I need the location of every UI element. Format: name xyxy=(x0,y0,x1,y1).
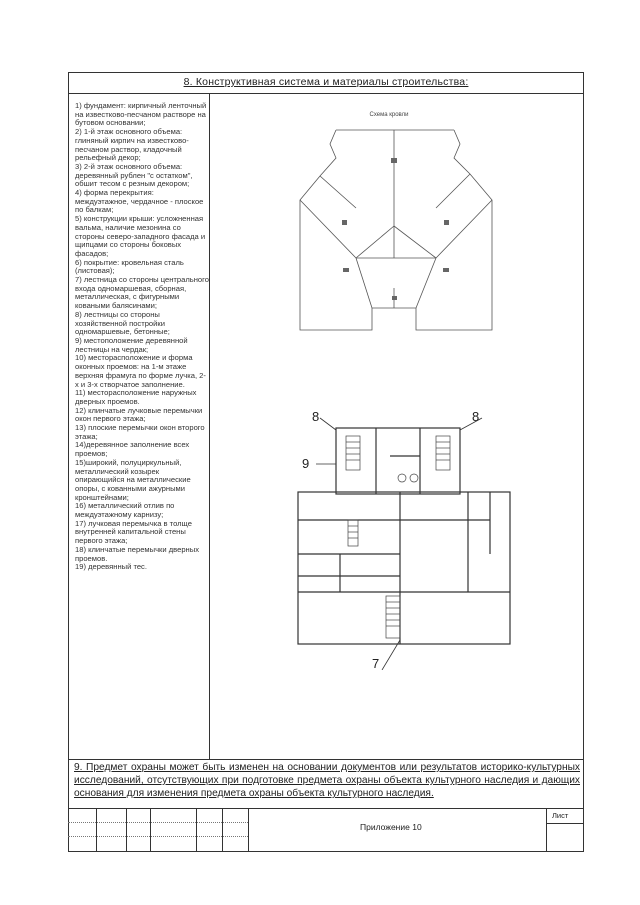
title-block-line xyxy=(248,808,249,852)
title-block-top xyxy=(68,808,584,809)
list-item: 12) клинчатые лучковые перемычки окон первого этажа; xyxy=(75,405,203,424)
roof-scheme-drawing xyxy=(296,108,496,338)
roof-slope-mark xyxy=(391,158,397,163)
list-item: 6) покрытие: кровельная сталь (листовая); xyxy=(75,257,184,276)
roof-slope-mark xyxy=(343,268,349,272)
annex-label: Приложение 10 xyxy=(360,822,422,832)
list-item: 19) деревянный тес. xyxy=(75,562,147,572)
list-item: 10) месторасположение и форма оконных проемов: на 1-м этаже верхняя фрамуга по форме лучка, 2-х и 3-х створчатое заполнение. xyxy=(75,353,206,389)
title-block-line xyxy=(150,808,151,852)
callout-8-right: 8 xyxy=(472,409,480,424)
list-item: 14)деревянное заполнение всех проемов; xyxy=(75,440,190,459)
floor-plan-drawing xyxy=(290,408,520,670)
title-block-row xyxy=(68,822,248,823)
callout-8-left: 8 xyxy=(312,409,320,424)
title-block-line xyxy=(96,808,97,852)
list-item: 13) плоские перемычки окон второго этажа; xyxy=(75,423,205,441)
section-9-text: 9. Предмет охраны может быть изменен на основании документов или результатов историко-культурных исследований, отсутствующих при подготовке предмета охраны объекта культурного наследия и дающих основания для изменения предмета охраны объекта культурного наследия. xyxy=(74,762,580,799)
list-item: 17) лучковая перемычка в толще внутренней капитальной стены первого этажа; xyxy=(75,518,192,546)
roof-scheme-title: Схема кровли xyxy=(369,112,409,118)
list-item: 16) металлический отлив по междуэтажному карнизу; xyxy=(75,501,175,520)
section-8-title: 8. Конструктивная система и материалы строительства: xyxy=(183,76,469,88)
list-item: 1) фундамент: кирпичный ленточный на известково-песчаном растворе на бутовом основании; xyxy=(75,101,207,128)
list-item: 9) местоположение деревянной лестницы на чердак; xyxy=(75,335,188,354)
list-item: 5) конструкции крыши: усложненная вальма, наличие мезонина со стороны северо-западного фасада и щипцами со стороны боковых фасадов; xyxy=(75,214,206,258)
roof-slope-mark xyxy=(342,220,347,225)
roof-slope-mark xyxy=(392,296,397,300)
list-item: 11) месторасположение наружных дверных проемов. xyxy=(75,388,197,406)
divider xyxy=(68,759,584,760)
materials-list xyxy=(75,102,209,572)
roof-slope-mark xyxy=(444,220,449,225)
list-item: 8) лестницы со стороны хозяйственной постройки одномаршевые, бетонные; xyxy=(75,309,170,337)
title-block-line xyxy=(546,808,547,852)
title-block-row xyxy=(68,836,248,837)
list-item: 4) форма перекрытия: междуэтажное, чердачное - плоское по балкам; xyxy=(75,188,204,215)
roof-slope-mark xyxy=(443,268,449,272)
callout-9: 9 xyxy=(302,456,310,471)
title-block-line xyxy=(196,808,197,852)
title-block-line xyxy=(222,808,223,852)
list-item: 3) 2-й этаж основного объема: деревянный рублен "с остатком", обшит тесом с резным декором; xyxy=(75,161,193,189)
sheet-label: Лист xyxy=(552,811,569,820)
list-item: 18) клинчатые перемычки дверных проемов. xyxy=(75,544,200,563)
title-block-line xyxy=(126,808,127,852)
list-item: 2) 1-й этаж основного объема: глиняный кирпич на известково-песчаном раствор, кладочный рельефный декор; xyxy=(75,127,189,163)
list-item: 15)широкий, полуциркульный, металлический козырек опирающийся на металлические опоры, с кованными ажурными кронштейнами; xyxy=(75,457,191,502)
sheet-divider xyxy=(546,823,584,824)
list-item: 7) лестница со стороны центрального входа одномаршевая, сборная, металлическая, с фигурными коваными балясинами; xyxy=(75,275,209,311)
callout-7: 7 xyxy=(372,656,380,670)
